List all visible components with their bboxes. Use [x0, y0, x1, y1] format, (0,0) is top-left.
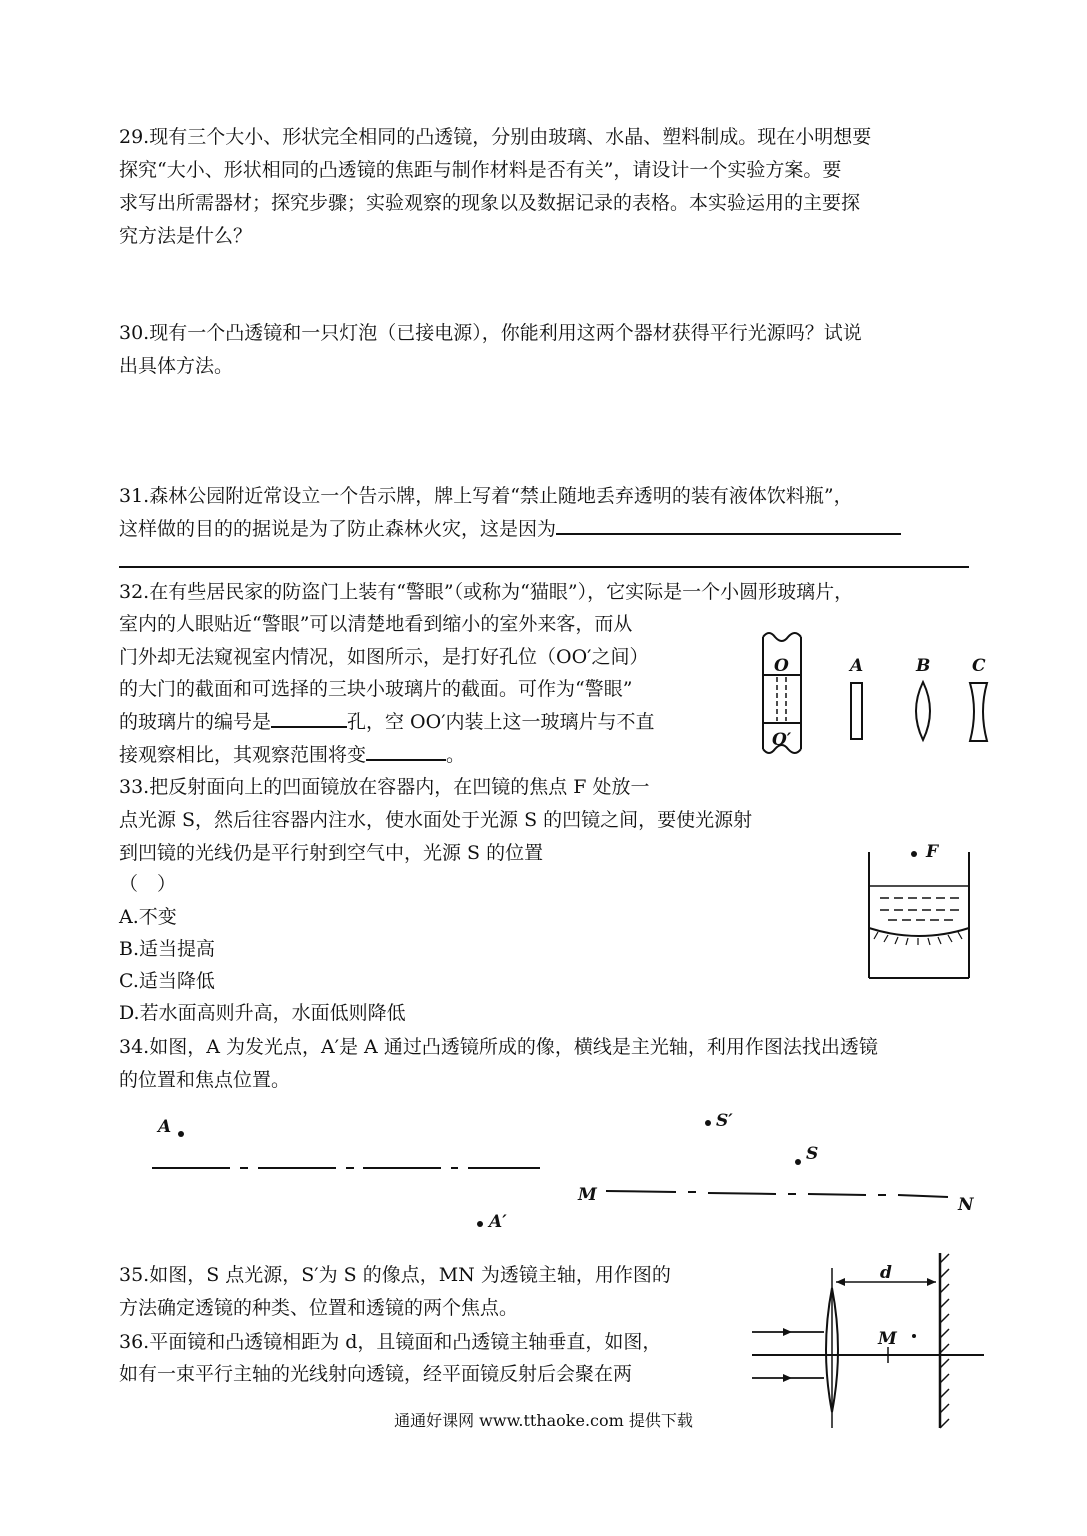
- q31-text: 这样做的目的的据说是为了防止森林火灾，这是因为: [119, 518, 557, 540]
- q35-line: 35.如图，S 点光源，S′为 S 的像点，MN 为透镜主轴，用作图的: [119, 1264, 671, 1286]
- q32-text: 孔，空 OO′内装上这一玻璃片与不直: [347, 711, 655, 733]
- concave-lens-c: [970, 683, 987, 741]
- principal-axis-MN: [606, 1191, 948, 1197]
- q33-option-b: B.适当提高: [119, 938, 216, 960]
- label-A: A: [158, 1117, 172, 1137]
- label-A-prime: A′: [489, 1212, 507, 1232]
- focus-point: [911, 851, 917, 857]
- q35-line: 方法确定透镜的种类、位置和透镜的两个焦点。: [119, 1297, 519, 1319]
- q33-line: 到凹镜的光线仍是平行射到空气中，光源 S 的位置: [119, 842, 544, 864]
- convex-lens-b: [916, 682, 930, 740]
- label-F: F: [926, 842, 939, 862]
- label-S-prime: S′: [716, 1111, 733, 1131]
- q29-line: 究方法是什么？: [119, 225, 253, 247]
- point-S: [795, 1159, 801, 1165]
- label-d: d: [880, 1263, 892, 1283]
- label-O: O: [774, 656, 789, 676]
- page-footer: 通通好课网 www.tthaoke.com 提供下载: [394, 1411, 693, 1430]
- q32-answer-blank-2[interactable]: [366, 741, 446, 761]
- point-S-prime: [705, 1120, 711, 1126]
- label-B: B: [916, 656, 931, 676]
- q32-line: [119, 740, 465, 767]
- concave-mirror: [869, 928, 969, 936]
- point-A: [178, 1131, 184, 1137]
- concave-mirror-container-figure: [866, 840, 976, 985]
- q30-line: 出具体方法。: [119, 355, 234, 377]
- door-peephole-figure: [755, 625, 995, 770]
- q32-text: 。: [446, 744, 466, 766]
- q32-line: 室内的人眼贴近“警眼”可以清楚地看到缩小的室外来客，而从: [119, 613, 633, 635]
- q32-line: [119, 707, 655, 734]
- point-A-prime: [477, 1221, 483, 1227]
- q31-line: 31.森林公园附近常设立一个告示牌，牌上写着“禁止随地丢弃透明的装有液体饮料瓶”，: [119, 485, 853, 507]
- label-N: N: [958, 1195, 974, 1215]
- label-A: A: [850, 656, 864, 676]
- q31-answer-blank[interactable]: [556, 515, 901, 535]
- q34-line: 34.如图，A 为发光点，A′是 A 通过凸透镜所成的像，横线是主光轴，利用作图法找出透镜: [119, 1036, 878, 1058]
- q29-line: 求写出所需器材；探究步骤；实验观察的现象以及数据记录的表格。本实验运用的主要探: [119, 192, 861, 214]
- q33-option-a: A.不变: [119, 906, 177, 928]
- glass-plate-a: [851, 683, 862, 739]
- q32-text: 接观察相比，其观察范围将变: [119, 744, 367, 766]
- label-S: S: [806, 1144, 819, 1164]
- q33-option-c: C.适当降低: [119, 970, 215, 992]
- q29-line: 探究“大小、形状相同的凸透镜的焦距与制作材料是否有关”，请设计一个实验方案。要: [119, 159, 842, 181]
- q36-line: 36.平面镜和凸透镜相距为 d，且镜面和凸透镜主轴垂直，如图，: [119, 1331, 662, 1353]
- q32-text: 的玻璃片的编号是: [119, 711, 272, 733]
- label-C: C: [972, 656, 986, 676]
- q31-answer-line[interactable]: [119, 566, 969, 568]
- q32-line: 32.在有些居民家的防盗门上装有“警眼”（或称为“猫眼”），它实际是一个小圆形玻璃片，: [119, 581, 854, 603]
- q33-answer-bracket[interactable]: （ ）: [119, 873, 177, 895]
- label-O-prime: O′: [772, 730, 792, 750]
- q33-line: 33.把反射面向上的凹面镜放在容器内，在凹镜的焦点 F 处放一: [119, 776, 650, 798]
- q35-figure: [570, 1105, 980, 1215]
- q31-line: [119, 514, 901, 541]
- q33-option-d: D.若水面高则升高，水面低则降低: [119, 1002, 406, 1024]
- q33-line: 点光源 S，然后往容器内注水，使水面处于光源 S 的凹镜之间，要使光源射: [119, 809, 753, 831]
- q29-line: 29.现有三个大小、形状完全相同的凸透镜，分别由玻璃、水晶、塑料制成。现在小明想要: [119, 126, 872, 148]
- q34-line: 的位置和焦点位置。: [119, 1069, 291, 1091]
- q32-line: 门外却无法窥视室内情况，如图所示，是打好孔位（OO′之间）: [119, 646, 649, 668]
- q34-figure: [150, 1110, 550, 1240]
- q32-answer-blank-1[interactable]: [271, 708, 347, 728]
- q36-line: 如有一束平行主轴的光线射向透镜，经平面镜反射后会聚在两: [119, 1363, 633, 1385]
- label-M: M: [578, 1185, 597, 1205]
- label-M: M: [878, 1329, 897, 1349]
- q30-line: 30.现有一个凸透镜和一只灯泡（已接电源），你能利用这两个器材获得平行光源吗？试说: [119, 322, 862, 344]
- q32-line: 的大门的截面和可选择的三块小玻璃片的截面。可作为“警眼”: [119, 678, 633, 700]
